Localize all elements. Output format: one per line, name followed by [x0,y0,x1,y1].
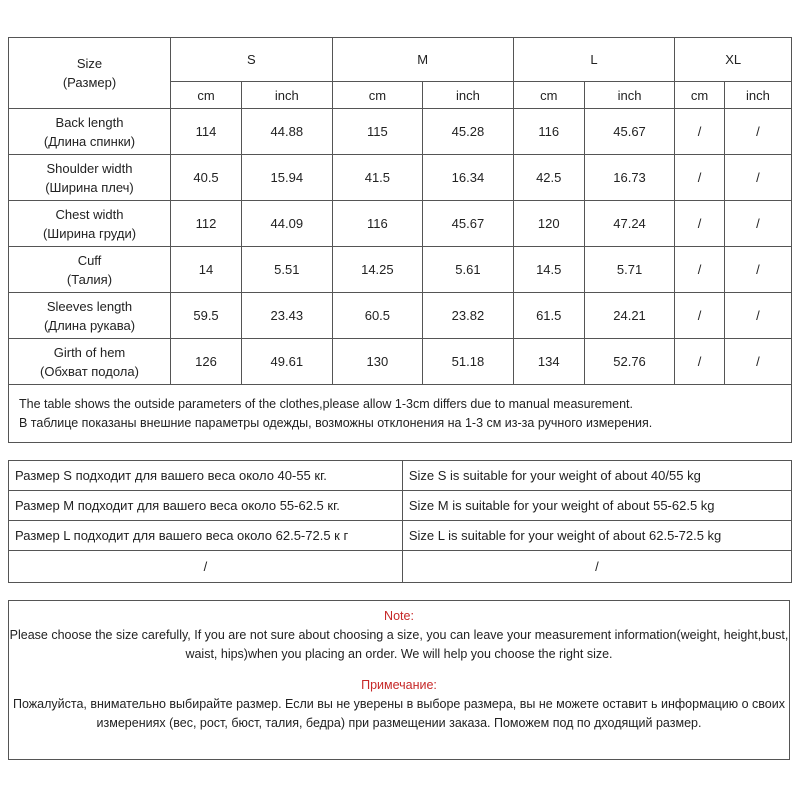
row-label-en: Chest width [55,206,124,222]
table-cell: 47.24 [584,201,675,247]
unit-header: cm [513,82,584,109]
weight-row-ru: Размер S подходит для вашего веса около 40-55 кг. [9,461,403,491]
table-cell: / [675,247,725,293]
row-label [9,201,171,247]
row-label [9,109,171,155]
table-cell: 16.34 [423,155,514,201]
table-cell: / [724,109,791,155]
row-label-en: Shoulder width [46,160,133,176]
table-cell: 112 [171,201,242,247]
size-col-m: M [332,38,513,82]
size-col-l: L [513,38,675,82]
table-cell: 126 [171,339,242,385]
row-label-ru: (Длина спинки) [43,133,136,149]
table-cell: / [675,201,725,247]
table-row [9,339,792,385]
table-row [9,247,792,293]
weight-row [9,491,792,521]
row-label-ru: (Талия) [66,271,113,287]
note-title-ru: Примечание: [361,678,437,692]
weight-row-ru: Размер L подходит для вашего веса около 62.5-72.5 к г [9,521,403,551]
table-cell: 45.28 [423,109,514,155]
note-title-en: Note: [384,609,414,623]
row-label [9,155,171,201]
table-cell: / [724,339,791,385]
unit-header: cm [332,82,423,109]
table-cell: / [724,155,791,201]
table-cell: 45.67 [423,201,514,247]
unit-header: cm [675,82,725,109]
table-cell: 45.67 [584,109,675,155]
measurement-note-cell [9,385,792,443]
table-cell: 44.88 [242,109,333,155]
row-label [9,247,171,293]
table-cell: 14 [171,247,242,293]
table-cell: 115 [332,109,423,155]
weight-row-ru: Размер M подходит для вашего веса около 55-62.5 кг. [9,491,403,521]
table-cell: 114 [171,109,242,155]
measurement-note-ru: В таблице показаны внешние параметры одежды, возможны отклонения на 1-3 см из-за ручного измерения. [19,415,653,430]
weight-row-en: Size S is suitable for your weight of about 40/55 kg [402,461,791,491]
table-cell: 15.94 [242,155,333,201]
row-label [9,293,171,339]
weight-row-ru: / [9,551,403,583]
table-cell: 14.25 [332,247,423,293]
table-cell: / [675,293,725,339]
row-label-en: Girth of hem [53,344,126,360]
table-cell: 5.71 [584,247,675,293]
weight-row-en: Size M is suitable for your weight of about 55-62.5 kg [402,491,791,521]
table-cell: 40.5 [171,155,242,201]
size-header-label: Size [76,56,103,71]
table-cell: 116 [513,109,584,155]
table-row [9,155,792,201]
table-cell: 5.51 [242,247,333,293]
unit-header: inch [242,82,333,109]
table-row [9,293,792,339]
table-cell: 23.43 [242,293,333,339]
table-row [9,201,792,247]
table-cell: 24.21 [584,293,675,339]
table-cell: / [675,109,725,155]
table-cell: / [724,293,791,339]
size-header-cell [9,38,171,109]
weight-row [9,521,792,551]
unit-header: cm [171,82,242,109]
table-cell: 52.76 [584,339,675,385]
table-cell: 51.18 [423,339,514,385]
weight-row-en: / [402,551,791,583]
size-col-xl: XL [675,38,792,82]
table-cell: 61.5 [513,293,584,339]
note-box [8,600,790,760]
note-text-ru: Пожалуйста, внимательно выбирайте размер. Если вы не уверены в выборе размера, вы не можете оставит ь информацию о своих измерениях (вес, рост, бюст, талия, бедра) при размещении заказа. Поможем под по дходящий размер. [13,697,785,730]
row-label-ru: (Обхват подола) [40,363,139,379]
table-row [9,109,792,155]
table-cell: 120 [513,201,584,247]
table-cell: 41.5 [332,155,423,201]
table-cell: / [675,339,725,385]
row-label-ru: (Ширина плеч) [45,179,134,195]
size-col-s: S [171,38,333,82]
weight-row [9,551,792,583]
table-cell: 42.5 [513,155,584,201]
table-cell: / [675,155,725,201]
table-cell: 16.73 [584,155,675,201]
row-label-ru: (Длина рукава) [43,317,136,333]
table-cell: 49.61 [242,339,333,385]
table-cell: 44.09 [242,201,333,247]
weight-row [9,461,792,491]
measurement-note-en: The table shows the outside parameters of the clothes,please allow 1-3cm differs due to manual measurement. [19,396,633,411]
unit-header: inch [423,82,514,109]
table-cell: 5.61 [423,247,514,293]
weight-row-en: Size L is suitable for your weight of about 62.5-72.5 kg [402,521,791,551]
size-chart-table [8,37,792,443]
row-label-en: Sleeves length [46,298,133,314]
size-header-label-ru: (Размер) [62,75,117,90]
note-text-en: Please choose the size carefully, If you are not sure about choosing a size, you can leave your measurement information(weight, height,bust, waist, hips)when you placing an order. We will help you choose the right size. [9,628,789,661]
row-label-en: Cuff [77,252,102,268]
table-cell: 60.5 [332,293,423,339]
weight-guide-table [8,460,792,583]
row-label-en: Back length [55,114,124,130]
table-cell: 59.5 [171,293,242,339]
table-cell: 130 [332,339,423,385]
row-label-ru: (Ширина груди) [42,225,137,241]
table-cell: / [724,247,791,293]
table-cell: 134 [513,339,584,385]
unit-header: inch [724,82,791,109]
table-cell: 14.5 [513,247,584,293]
table-cell: 116 [332,201,423,247]
row-label [9,339,171,385]
table-cell: / [724,201,791,247]
unit-header: inch [584,82,675,109]
table-cell: 23.82 [423,293,514,339]
